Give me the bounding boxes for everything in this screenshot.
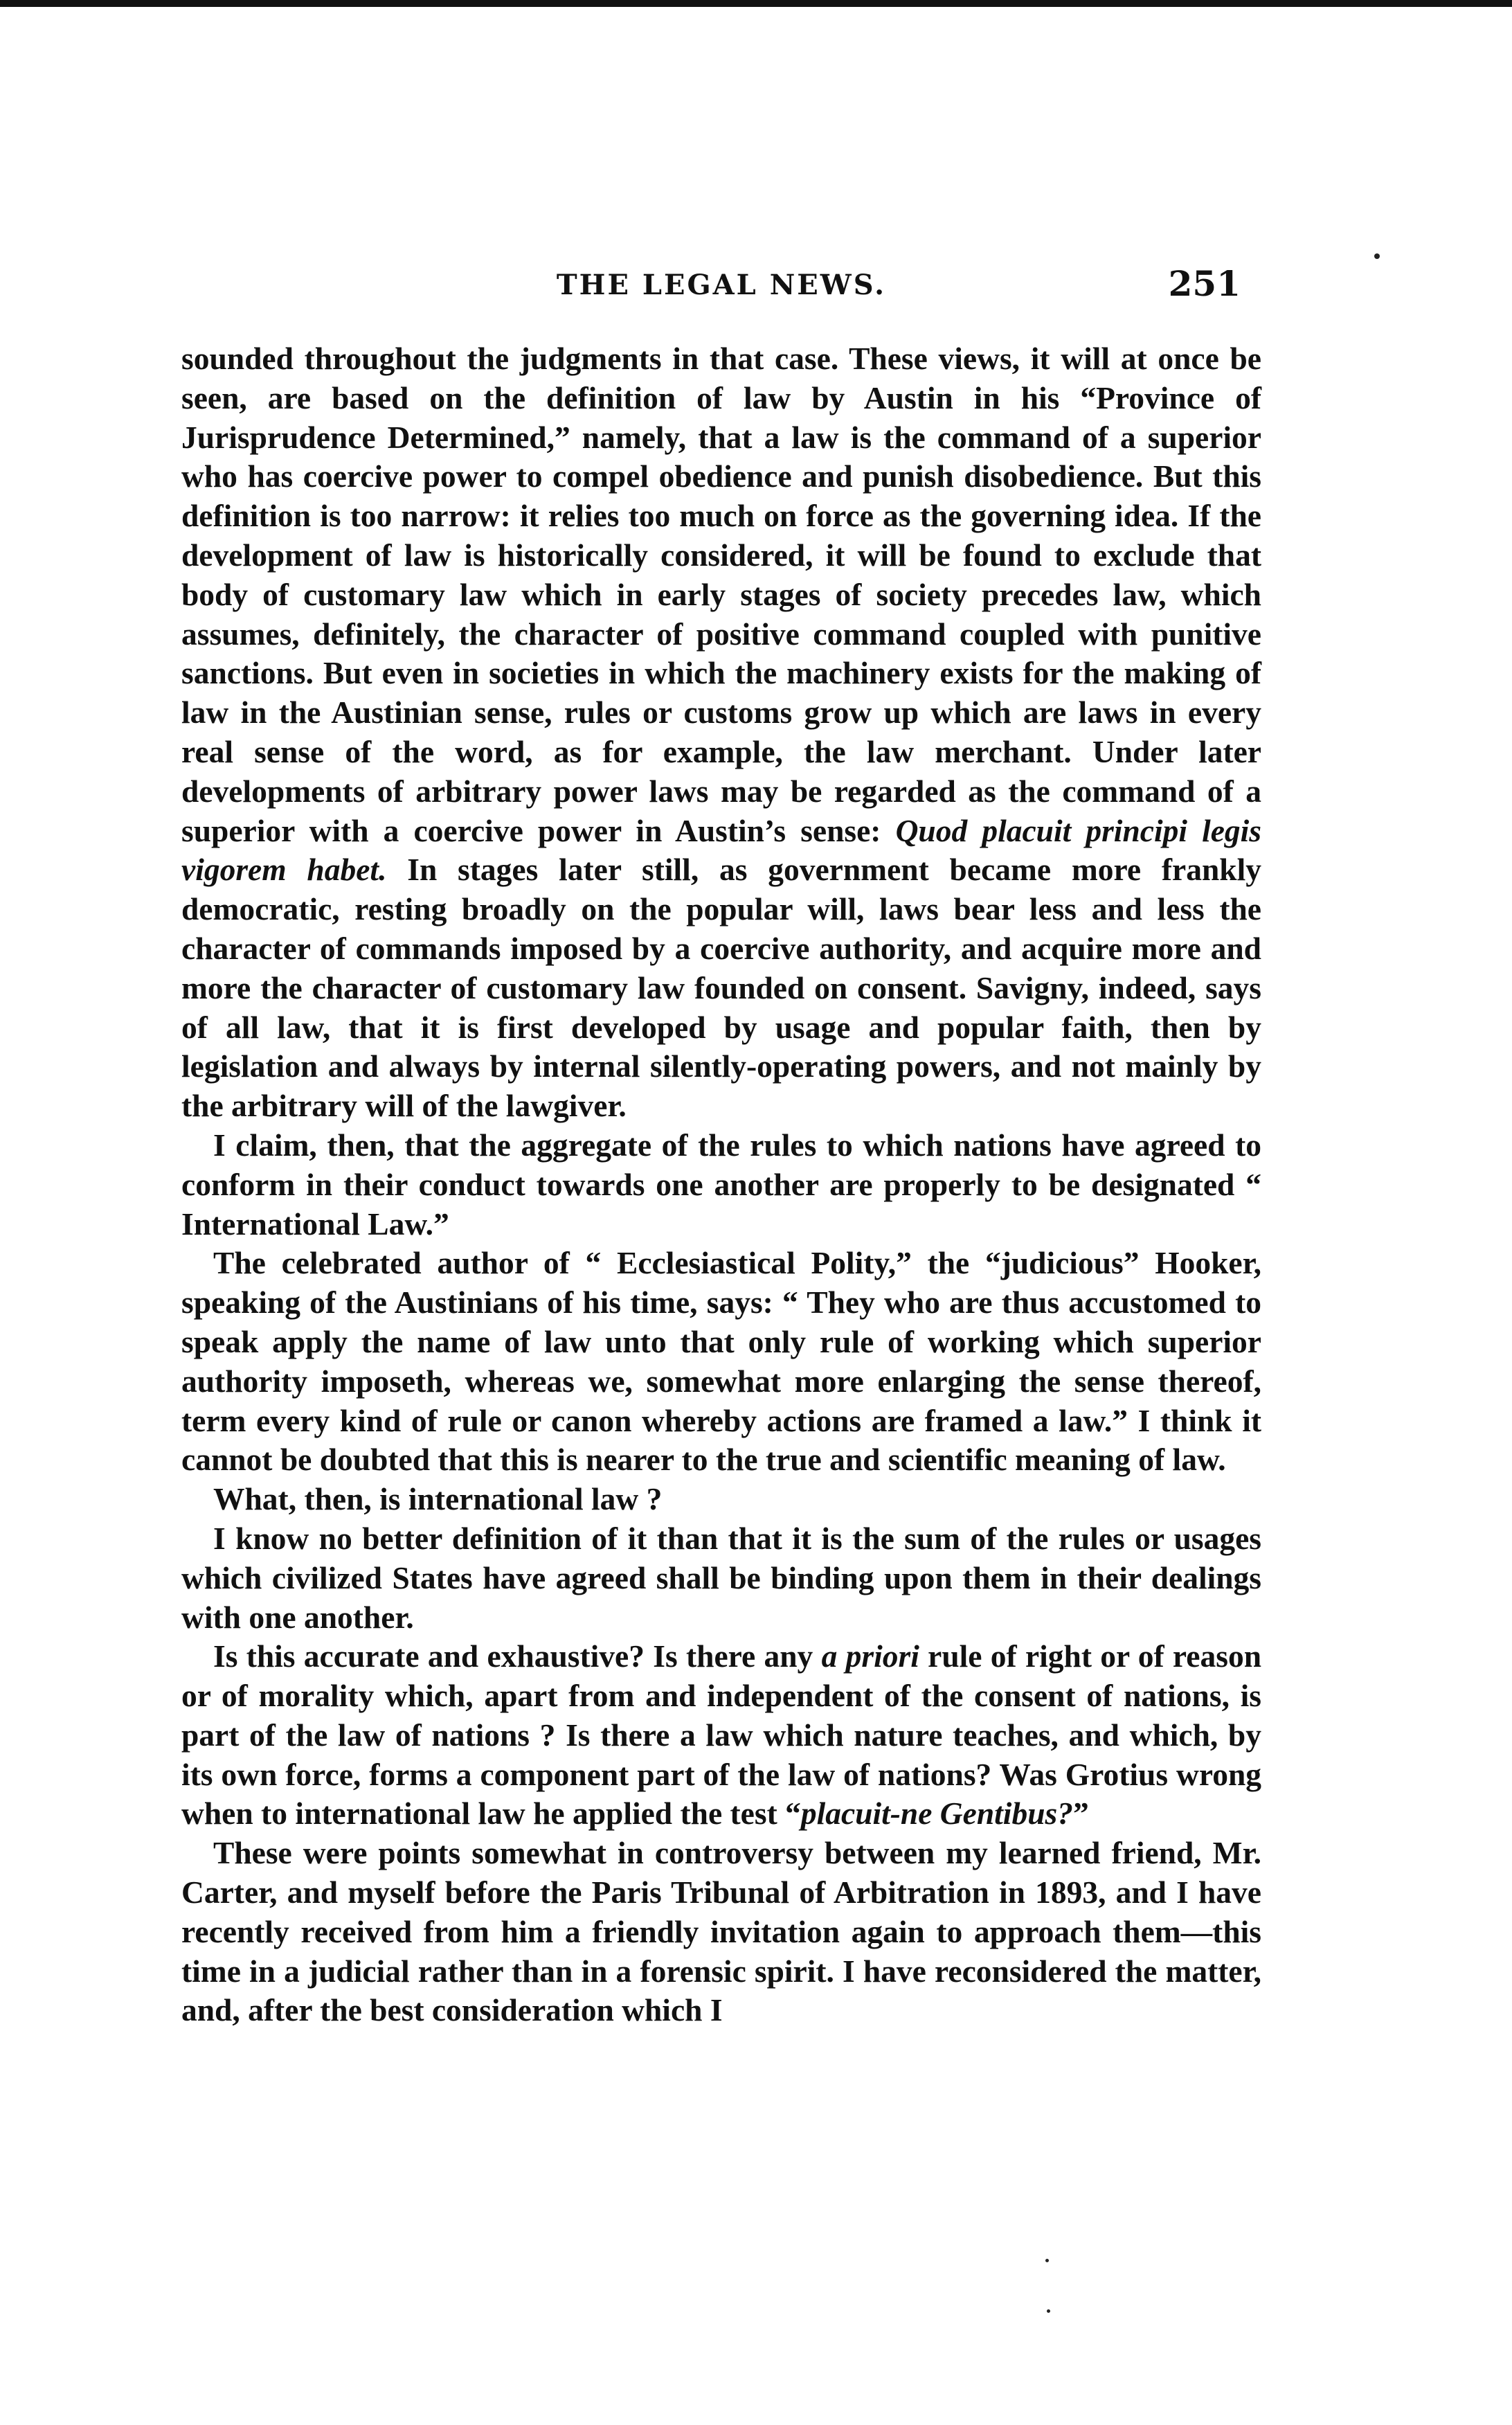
running-head: THE LEGAL NEWS. — [556, 269, 887, 301]
paragraph — [181, 1637, 1261, 1834]
text-run: I claim, then, that the aggregate of the rules to which nations have agreed to conform in their conduct towards one another are properly to be designated “ International Law.” — [181, 1127, 1261, 1242]
paragraph — [181, 339, 1261, 1126]
body-text — [181, 339, 1261, 2030]
text-run: ” — [1072, 1796, 1089, 1832]
text-run: I know no better definition of it than that it is the sum of the rules or usages which civilized States have agreed shall be binding upon them in their dealings with one another. — [181, 1520, 1261, 1635]
text-run: Is this accurate and exhaustive? Is there any — [213, 1638, 822, 1674]
top-border-rule — [0, 0, 1512, 7]
book-page — [181, 263, 1261, 2030]
margin-speck — [1374, 253, 1380, 259]
margin-speck — [1047, 2309, 1050, 2313]
page-number: 251 — [1168, 263, 1241, 304]
page-header — [181, 263, 1261, 319]
text-run: rule of right or of reason or of morality which, apart from and independent of the consent of nations, is part of the law of nations ? Is there a law which nature teaches, and which, by its own force, forms a component part of the law of nations? Was Grotius wrong when to international law he applied the test “ — [181, 1638, 1262, 1832]
text-run: What, then, is international law ? — [213, 1481, 663, 1517]
paragraph — [181, 1244, 1261, 1480]
italic-phrase: a priori — [821, 1638, 919, 1674]
text-run: The celebrated author of “ Ecclesiastical Polity,” the “judicious” Hooker, speaking of the Austinians of his time, says: “ They who are thus accustomed to speak apply the name of law unto that only rule of working which superior authority imposeth, whereas we, somewhat more enlarging the sense thereof, term every kind of rule or canon whereby actions are framed a law.” I think it cannot be doubted that this is nearer to the true and scientific meaning of law. — [181, 1245, 1261, 1478]
italic-phrase: placuit-ne Gentibus? — [800, 1796, 1073, 1832]
paragraph — [181, 1126, 1261, 1244]
italic-phrase: Quod placuit principi legis vigorem habet. — [181, 812, 1262, 888]
paragraph — [181, 1480, 1261, 1519]
paragraph — [181, 1519, 1261, 1637]
margin-speck — [1045, 2259, 1049, 2262]
text-run: sounded throughout the judgments in that case. These views, it will at once be seen, are based on the definition of law by Austin in his “Province of Jurisprudence Determined,” namely, that a law is the command of a superior who has coercive power to compel obedience and punish disobedience. But this definition is too narrow: it relies too much on force as the governing idea. If the development of law is historically considered, it will be found to exclude that body of customary law which in early stages of society precedes law, which assumes, definitely, the character of positive command coupled with punitive sanctions. But even in societies in which the machinery exists for the making of law in the Austinian sense, rules or customs grow up which are laws in every real sense of the word, as for example, the law merchant. Under later developments of arbitrary power laws may be regarded as the command of a superior with a coercive power in Austin’s sense: — [181, 341, 1261, 848]
paragraph — [181, 1834, 1261, 2030]
text-run: In stages later still, as government became more frankly democratic, resting broadly on the popular will, laws bear less and less the character of commands imposed by a coercive authority, and acquire more and more the character of customary law founded on consent. Savigny, indeed, says of all law, that it is first developed by usage and popular faith, then by legislation and always by internal silently-operating powers, and not mainly by the arbitrary will of the lawgiver. — [181, 852, 1261, 1124]
text-run: These were points somewhat in controversy between my learned friend, Mr. Carter, and myself before the Paris Tribunal of Arbitration in 1893, and I have recently received from him a friendly invitation again to approach them—this time in a judicial rather than in a forensic spirit. I have reconsidered the matter, and, after the best consideration which I — [181, 1835, 1261, 2028]
